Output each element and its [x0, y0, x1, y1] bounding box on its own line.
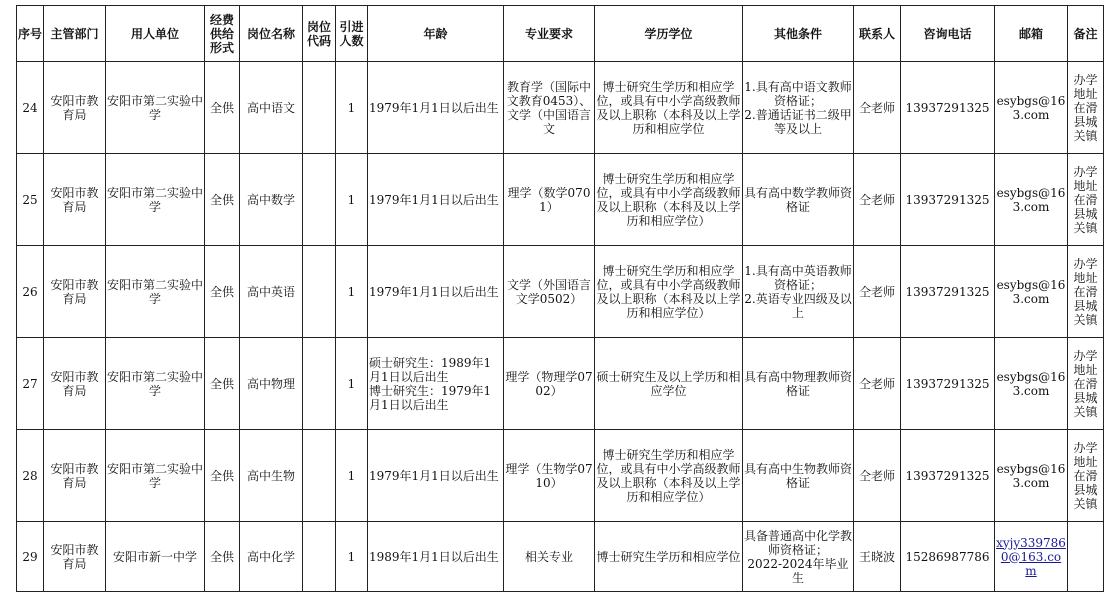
cell-code	[303, 430, 336, 522]
col-header-note: 备注	[1068, 6, 1104, 62]
cell-contact: 仝老师	[854, 62, 901, 154]
recruitment-table	[16, 5, 1104, 592]
table-row	[17, 430, 1104, 522]
col-header-degree: 学历学位	[595, 6, 743, 62]
cell-major: 理学（生物学0710）	[504, 430, 595, 522]
cell-count: 1	[336, 246, 368, 338]
cell-count: 1	[336, 522, 368, 592]
cell-no: 26	[17, 246, 44, 338]
cell-age: 1979年1月1日以后出生	[368, 62, 504, 154]
cell-email: esybgs@163.com	[995, 246, 1068, 338]
cell-position: 高中生物	[240, 430, 303, 522]
cell-count: 1	[336, 62, 368, 154]
cell-code	[303, 522, 336, 592]
cell-other: 1.具有高中英语教师资格证； 2.英语专业四级及以上	[743, 246, 854, 338]
cell-position: 高中化学	[240, 522, 303, 592]
cell-age: 1989年1月1日以后出生	[368, 522, 504, 592]
cell-other: 具有高中数学教师资格证	[743, 154, 854, 246]
cell-email: esybgs@163.com	[995, 62, 1068, 154]
cell-other: 具有高中生物教师资格证	[743, 430, 854, 522]
cell-degree: 博士研究生学历和相应学位，或具有中小学高级教师及以上职称（本科及以上学历和相应学位）	[595, 154, 743, 246]
cell-other: 1.具有高中语文教师资格证； 2.普通话证书二级甲等及以上	[743, 62, 854, 154]
cell-contact: 仝老师	[854, 338, 901, 430]
cell-phone: 13937291325	[901, 430, 995, 522]
cell-age: 硕士研究生：1989年1月1日以后出生 博士研究生：1979年1月1日以后出生	[368, 338, 504, 430]
cell-dept: 安阳市教育局	[44, 154, 106, 246]
cell-phone: 13937291325	[901, 154, 995, 246]
cell-count: 1	[336, 154, 368, 246]
cell-code	[303, 154, 336, 246]
cell-degree: 硕士研究生及以上学历和相应学位	[595, 338, 743, 430]
cell-no: 28	[17, 430, 44, 522]
cell-no: 29	[17, 522, 44, 592]
cell-age: 1979年1月1日以后出生	[368, 154, 504, 246]
cell-phone: 13937291325	[901, 338, 995, 430]
cell-phone: 13937291325	[901, 62, 995, 154]
cell-employer: 安阳市第二实验中学	[106, 338, 205, 430]
cell-phone: 13937291325	[901, 246, 995, 338]
cell-dept: 安阳市教育局	[44, 430, 106, 522]
cell-email[interactable]	[995, 522, 1068, 592]
cell-employer: 安阳市第二实验中学	[106, 154, 205, 246]
col-header-other: 其他条件	[743, 6, 854, 62]
cell-note	[1068, 522, 1104, 592]
cell-phone: 15286987786	[901, 522, 995, 592]
cell-count: 1	[336, 430, 368, 522]
cell-degree: 博士研究生学历和相应学位，或具有中小学高级教师及以上职称（本科及以上学历和相应学位	[595, 62, 743, 154]
cell-email: esybgs@163.com	[995, 154, 1068, 246]
cell-other: 具备普通高中化学教师资格证； 2022-2024年毕业生	[743, 522, 854, 592]
col-header-count: 引进人数	[336, 6, 368, 62]
col-header-major: 专业要求	[504, 6, 595, 62]
cell-contact: 仝老师	[854, 154, 901, 246]
cell-funding: 全供	[205, 522, 240, 592]
col-header-no: 序号	[17, 6, 44, 62]
cell-position: 高中英语	[240, 246, 303, 338]
cell-contact: 仝老师	[854, 430, 901, 522]
table-row	[17, 154, 1104, 246]
cell-dept: 安阳市教育局	[44, 338, 106, 430]
cell-funding: 全供	[205, 430, 240, 522]
cell-code	[303, 62, 336, 154]
col-header-position: 岗位名称	[240, 6, 303, 62]
cell-employer: 安阳市第二实验中学	[106, 62, 205, 154]
cell-note: 办学地址在滑县城关镇	[1068, 154, 1104, 246]
col-header-code: 岗位代码	[303, 6, 336, 62]
cell-degree: 博士研究生学历和相应学位	[595, 522, 743, 592]
cell-employer: 安阳市第二实验中学	[106, 430, 205, 522]
cell-email: esybgs@163.com	[995, 338, 1068, 430]
cell-funding: 全供	[205, 62, 240, 154]
cell-contact: 王晓波	[854, 522, 901, 592]
cell-major: 理学（数学0701）	[504, 154, 595, 246]
col-header-funding: 经费供给形式	[205, 6, 240, 62]
col-header-phone: 咨询电话	[901, 6, 995, 62]
email-link[interactable]: xyjy3397860@163.com	[996, 535, 1066, 578]
cell-code	[303, 338, 336, 430]
cell-major: 相关专业	[504, 522, 595, 592]
table-row	[17, 338, 1104, 430]
cell-no: 25	[17, 154, 44, 246]
table-row	[17, 246, 1104, 338]
cell-position: 高中语文	[240, 62, 303, 154]
cell-code	[303, 246, 336, 338]
col-header-email: 邮箱	[995, 6, 1068, 62]
col-header-age: 年龄	[368, 6, 504, 62]
cell-degree: 博士研究生学历和相应学位，或具有中小学高级教师及以上职称（本科及以上学历和相应学位）	[595, 246, 743, 338]
col-header-contact: 联系人	[854, 6, 901, 62]
cell-major: 教育学（国际中文教育0453）、文学（中国语言文	[504, 62, 595, 154]
cell-age: 1979年1月1日以后出生	[368, 430, 504, 522]
cell-note: 办学地址在滑县城关镇	[1068, 338, 1104, 430]
cell-note: 办学地址在滑县城关镇	[1068, 246, 1104, 338]
cell-degree: 博士研究生学历和相应学位，或具有中小学高级教师及以上职称（本科及以上学历和相应学位）	[595, 430, 743, 522]
cell-note: 办学地址在滑县城关镇	[1068, 430, 1104, 522]
col-header-employer: 用人单位	[106, 6, 205, 62]
cell-position: 高中数学	[240, 154, 303, 246]
cell-email: esybgs@163.com	[995, 430, 1068, 522]
header-row	[17, 6, 1104, 62]
cell-major: 文学（外国语言文学0502）	[504, 246, 595, 338]
cell-contact: 仝老师	[854, 246, 901, 338]
cell-dept: 安阳市教育局	[44, 246, 106, 338]
table-row	[17, 62, 1104, 154]
cell-count: 1	[336, 338, 368, 430]
cell-employer: 安阳市新一中学	[106, 522, 205, 592]
cell-no: 27	[17, 338, 44, 430]
cell-dept: 安阳市教育局	[44, 62, 106, 154]
cell-dept: 安阳市教育局	[44, 522, 106, 592]
cell-age: 1979年1月1日以后出生	[368, 246, 504, 338]
cell-note: 办学地址在滑县城关镇	[1068, 62, 1104, 154]
cell-funding: 全供	[205, 338, 240, 430]
cell-funding: 全供	[205, 154, 240, 246]
cell-no: 24	[17, 62, 44, 154]
cell-major: 理学（物理学0702）	[504, 338, 595, 430]
cell-employer: 安阳市第二实验中学	[106, 246, 205, 338]
cell-other: 具有高中物理教师资格证	[743, 338, 854, 430]
cell-position: 高中物理	[240, 338, 303, 430]
col-header-dept: 主管部门	[44, 6, 106, 62]
table-row	[17, 522, 1104, 592]
cell-funding: 全供	[205, 246, 240, 338]
